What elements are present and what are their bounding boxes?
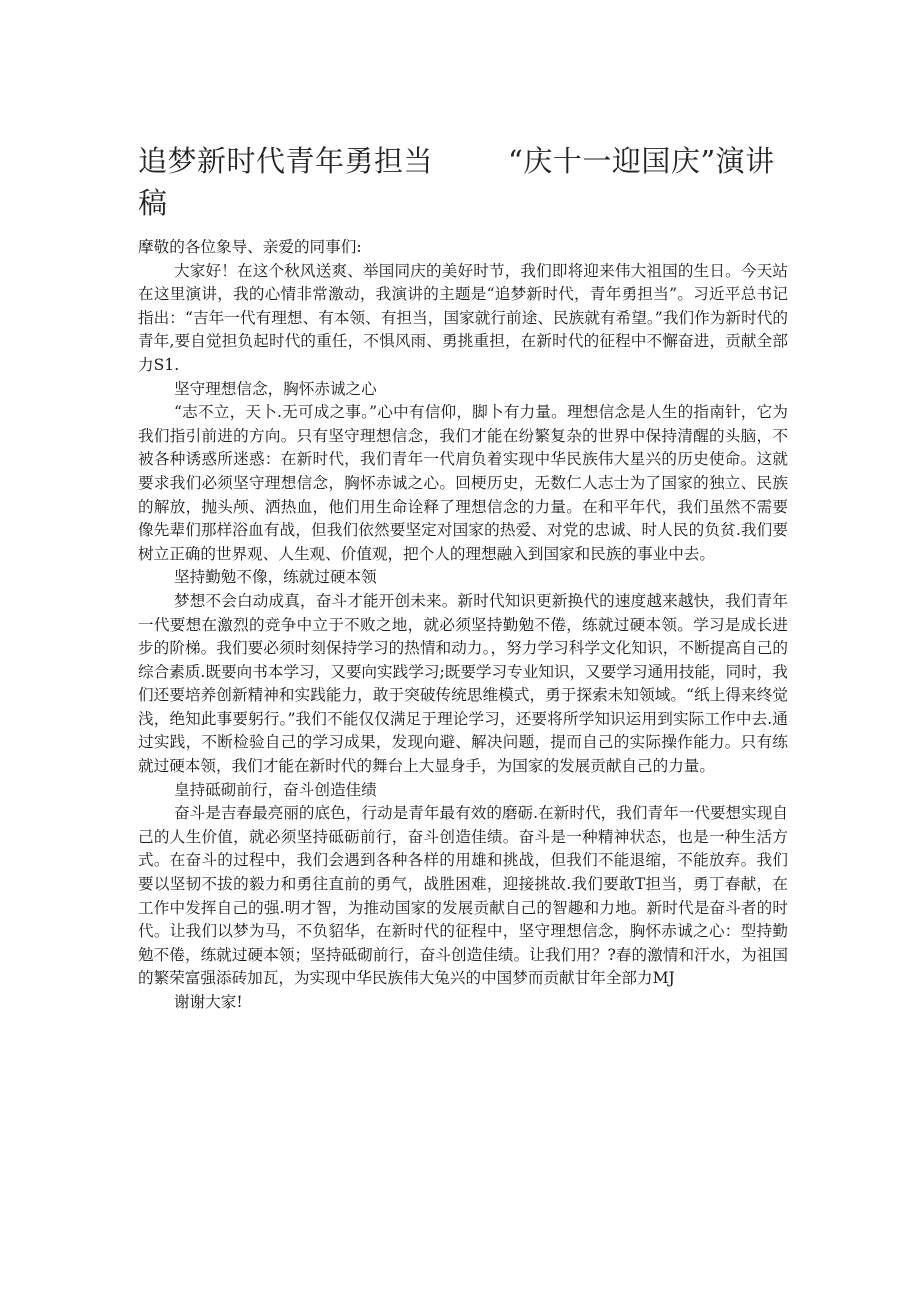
- section-heading-2: 坚持勤勉不像，练就过硬本领: [174, 568, 377, 587]
- section-heading-1: 坚守理想信念，胸怀赤诚之心: [174, 379, 377, 398]
- closing-thanks: 谢谢大家!: [174, 993, 243, 1011]
- title-part-1: 追梦新时代青年勇担当: [138, 144, 434, 178]
- paragraph-intro: 大家好！在这个秋风送爽、举国同庆的美好时节，我们即将迎来伟大祖国的生日。今天站在这里演讲，我的心情非常激动，我演讲的主题是“追梦新时代，青年勇担当”。习近平总书记指出：“吉年一代有理想、有本领、有担当，国家就行前途、民族就有希望。”我们作为新时代的青年,要自觉担负起时代的重任，不惧风雨、勇挑重担，在新时代的征程中不懈奋进，贡献全部力S1.: [138, 261, 788, 374]
- paragraph-ideals: “志不立，天卜.无可成之事。”心中有信仰，脚卜有力量。理想信念是人生的指南针，它为我们指引前进的方向。只有坚守理想信念，我们才能在纷繁复杂的世界中保持清醒的头脑，不被各种诱惑所迷惑：在新时代，我们青年一代肩负着实现中华民族伟大星兴的历史使命。这就要求我们必须坚守理想信念，胸怀赤诚之心。回梗历史，无数仁人志士为了国家的独立、民族的解放，抛头颅、洒热血，他们用生命诠释了理想信念的力量。在和平年代，我们虽然不需要像先辈们那样浴血有战，但我们依然要坚定对国家的热爱、对党的忠诚、时人民的负贫.我们要树立正确的世界观、人生观、价值观，把个人的理想融入到国家和民族的事业中去。: [138, 403, 788, 563]
- page-title: [138, 140, 798, 224]
- title-part-3: 稿: [138, 186, 168, 220]
- paragraph-striving: 奋斗是吉春最亮丽的底色，行动是青年最有效的磨砺.在新时代，我们青年一代要想实现自己的人生价值，就必须坚持砥砺前行，奋斗创造佳绩。奋斗是一种精神状态，也是一种生活方式。在奋斗的过程中，我们会遇到各种各样的用雄和挑战，但我们不能退缩，不能放弃。我们要以坚韧不拔的毅力和勇往直前的勇气，战胜困难，迎接挑故.我们要敢T担当，勇丁春献，在工作中发挥自己的强.明才智，为推动国家的发展贡献自己的智趣和力地。新时代是奋斗者的时代。让我们以梦为马，不负貂华，在新时代的征程中，坚守理想信念，胸怀赤诚之心：型持勤勉不倦，练就过硬本领；坚持砥砌前行，奋斗创造佳绩。让我们用？?春的激情和汗水，为祖国的繁荣富强添砖加瓦，为实现中华民族伟大兔兴的中国梦而贡献甘年全部力MJ: [138, 804, 788, 988]
- title-part-2: “庆十一迎国庆”演讲: [508, 144, 775, 178]
- paragraph-diligence: 梦想不会白动成真，奋斗才能开创未来。新时代知识更新换代的速度越来越快，我们青年一代要想在激烈的竞争中立于不败之地，就必须坚持勤勉不倦，练就过硬本领。学习是成长进步的阶梯。我们要必须时刻保持学习的热情和动力。，努力学习科学文化知识，不断提高自己的综合素质.既要向书本学习，又要向实践学习;既要学习专业知识，又要学习通用技能，同时，我们还要培养创新精神和实践能力，敢于突破传统思维模式，勇于探索未知领域。“纸上得来终觉浅，绝知此事要躬行。”我们不能仅仅满足于理论学习，还要将所学知识运用到实际工作中去.通过实践，不断检验自己的学习成果，发现向避、解决问题，提而自己的实际操作能力。只有练就过硬本领，我们才能在新时代的舞台上大显身手，为国家的发展贡献自己的力量。: [138, 591, 788, 776]
- speech-body: [138, 236, 788, 1015]
- greeting: 摩敬的各位象导、亲爱的同事们:: [138, 238, 362, 256]
- section-heading-3: 皇持砥砌前行，奋斗创造佳绩: [174, 780, 377, 799]
